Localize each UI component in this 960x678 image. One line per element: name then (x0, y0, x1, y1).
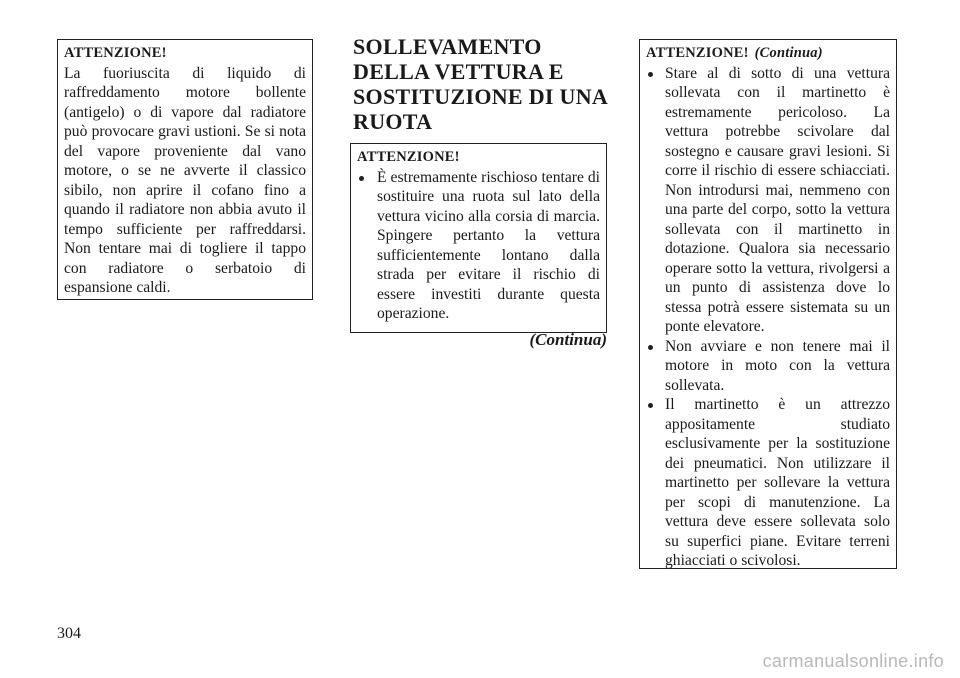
warning-heading: ATTENZIONE! (357, 149, 460, 165)
coolant-warning-box (57, 39, 313, 300)
jack-warning-box (639, 39, 897, 569)
warning-bullet: Il martinetto è un attrezzo appositamente studiato esclusivamente per la sostituzione dei pneumatici. Non utilizzare il martinetto per sollevare la vettura per scopi di manutenzione. La vettura deve essere sollevata solo su superfici piane. Evitare terreni ghiacciati o scivolosi. (646, 395, 890, 571)
section-title: SOLLEVAMENTO DELLA VETTURA E SOSTITUZIONE DI UNA RUOTA (353, 34, 607, 134)
warning-heading-text: ATTENZIONE! (646, 45, 749, 61)
warning-heading: ATTENZIONE! (64, 45, 167, 61)
page-number: 304 (57, 625, 81, 642)
warning-bullet-list (646, 64, 890, 571)
warning-bullet: È estremamente rischioso tentare di sostituire una ruota sul lato della vettura vicino alla corsia di marcia. Spingere pertanto la vettura sufficientemente lontano dalla strada per evitare il rischio di essere investiti durante questa operazione. (357, 168, 600, 324)
warning-heading (646, 44, 890, 64)
continued-label: (Continua) (529, 330, 607, 349)
warning-bullet: Non avviare e non tenere mai il motore in moto con la vettura sollevata. (646, 337, 890, 396)
warning-bullet: Stare al di sotto di una vettura sollevata con il martinetto è estremamente pericoloso. La vettura potrebbe scivolare dal sostegno e causare gravi lesioni. Si corre il rischio di essere schiacciati. Non introdursi mai, nemmeno con una parte del corpo, sotto la vettura sollevata con il martinetto in dotazione. Qualora sia necessario operare sotto la vettura, rivolgersi a un punto di assistenza dove lo stessa potrà essere sistemata su un ponte elevatore. (646, 64, 890, 337)
continued-label: (Continua) (754, 45, 823, 61)
watermark: carmanualsonline.info (762, 651, 944, 671)
warning-bullet-list (357, 168, 600, 324)
warning-text: La fuoriuscita di liquido di raffreddamento motore bollente (antigelo) o di vapore dal radiatore può provocare gravi ustioni. Se si nota del vapore proveniente dal vano motore, o se ne avverte il classico sibilo, non aprire il cofano fino a quando il radiatore non abbia avuto il tempo sufficiente per raffreddarsi. Non tentare mai di togliere il tappo con radiatore o serbatoio di espansione caldi. (64, 64, 306, 296)
wheel-change-warning-box (350, 143, 607, 333)
